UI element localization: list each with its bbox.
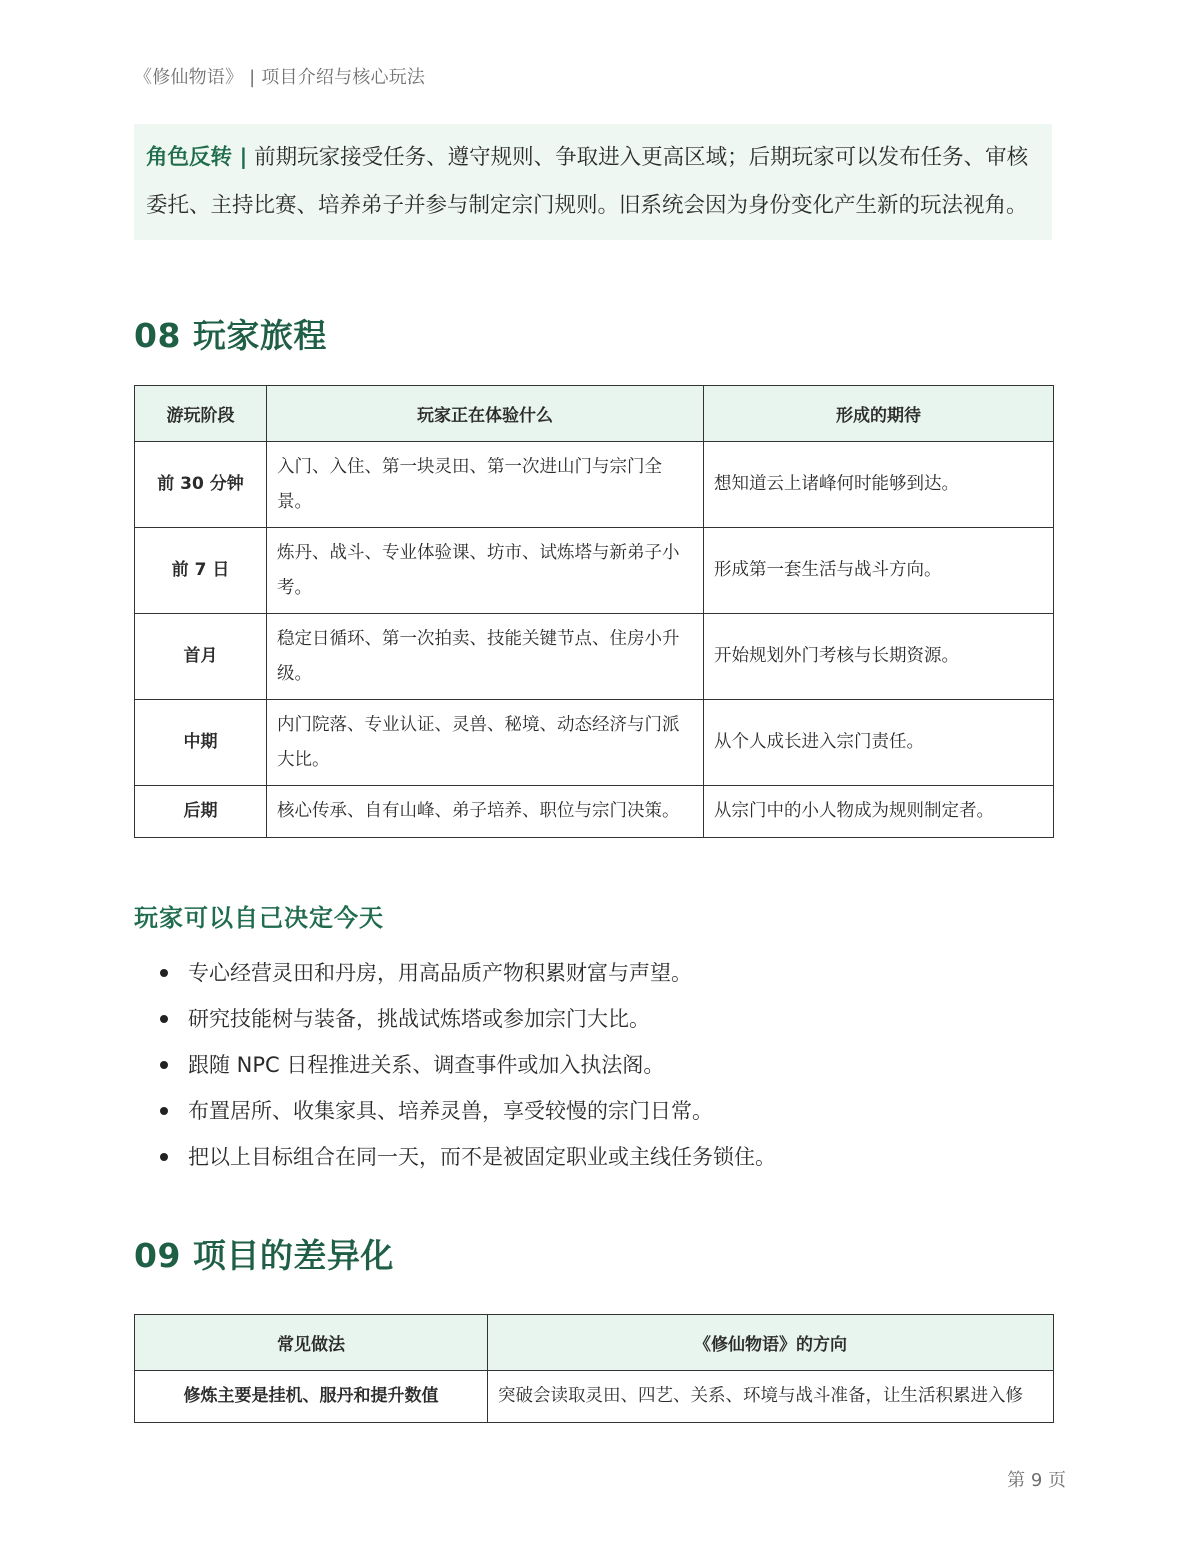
- table-header-row: [135, 386, 1054, 442]
- section-08-title: 08 玩家旅程: [134, 316, 327, 355]
- expectation-cell: 想知道云上诸峰何时能够到达。: [704, 442, 1054, 528]
- role-reversal-callout: [134, 124, 1052, 240]
- bullet-dot-icon: [160, 1015, 168, 1023]
- table-row: [135, 700, 1054, 786]
- list-item: [160, 950, 1040, 996]
- column-header: 常见做法: [135, 1315, 488, 1371]
- table-row: [135, 528, 1054, 614]
- list-item: [160, 1134, 1040, 1180]
- table-row: [135, 442, 1054, 528]
- table-row: [135, 786, 1054, 838]
- column-header: 玩家正在体验什么: [267, 386, 704, 442]
- list-item-text: 跟随 NPC 日程推进关系、调查事件或加入执法阁。: [188, 1053, 665, 1077]
- experience-cell: 炼丹、战斗、专业体验课、坊市、试炼塔与新弟子小考。: [267, 528, 704, 614]
- expectation-cell: 形成第一套生活与战斗方向。: [704, 528, 1054, 614]
- experience-cell: 稳定日循环、第一次拍卖、技能关键节点、住房小升级。: [267, 614, 704, 700]
- list-item: [160, 996, 1040, 1042]
- column-header: 形成的期待: [704, 386, 1054, 442]
- section-09-title: 09 项目的差异化: [134, 1236, 394, 1275]
- direction-cell: 突破会读取灵田、四艺、关系、环境与战斗准备，让生活积累进入修: [488, 1371, 1054, 1423]
- bullet-dot-icon: [160, 1153, 168, 1161]
- experience-cell: 核心传承、自有山峰、弟子培养、职位与宗门决策。: [267, 786, 704, 838]
- bullet-dot-icon: [160, 1107, 168, 1115]
- list-item-text: 把以上目标组合在同一天，而不是被固定职业或主线任务锁住。: [188, 1145, 776, 1169]
- stage-cell: 中期: [135, 700, 267, 786]
- differentiation-table: [134, 1314, 1054, 1423]
- column-header: 游玩阶段: [135, 386, 267, 442]
- experience-cell: 内门院落、专业认证、灵兽、秘境、动态经济与门派大比。: [267, 700, 704, 786]
- bullet-dot-icon: [160, 1061, 168, 1069]
- common-practice-cell: 修炼主要是挂机、服丹和提升数值: [135, 1371, 488, 1423]
- stage-cell: 前 7 日: [135, 528, 267, 614]
- callout-lead: 角色反转 |: [146, 145, 248, 170]
- bullet-dot-icon: [160, 969, 168, 977]
- running-header: 《修仙物语》 | 项目介绍与核心玩法: [134, 67, 426, 88]
- experience-cell: 入门、入住、第一块灵田、第一次进山门与宗门全景。: [267, 442, 704, 528]
- callout-text: 前期玩家接受任务、遵守规则、争取进入更高区域；后期玩家可以发布任务、审核委托、主持比赛、培养弟子并参与制定宗门规则。旧系统会因为身份变化产生新的玩法视角。: [146, 145, 1029, 218]
- list-item-text: 专心经营灵田和丹房，用高品质产物积累财富与声望。: [188, 961, 692, 985]
- choices-subheading: 玩家可以自己决定今天: [134, 904, 384, 932]
- expectation-cell: 开始规划外门考核与长期资源。: [704, 614, 1054, 700]
- choices-list: [160, 950, 1040, 1180]
- page-number: 第 9 页: [1007, 1470, 1066, 1491]
- table-header-row: [135, 1315, 1054, 1371]
- table-row: [135, 1371, 1054, 1423]
- table-row: [135, 614, 1054, 700]
- stage-cell: 首月: [135, 614, 267, 700]
- player-journey-table: [134, 385, 1054, 838]
- expectation-cell: 从宗门中的小人物成为规则制定者。: [704, 786, 1054, 838]
- list-item-text: 研究技能树与装备，挑战试炼塔或参加宗门大比。: [188, 1007, 650, 1031]
- list-item-text: 布置居所、收集家具、培养灵兽，享受较慢的宗门日常。: [188, 1099, 713, 1123]
- stage-cell: 前 30 分钟: [135, 442, 267, 528]
- list-item: [160, 1042, 1040, 1088]
- list-item: [160, 1088, 1040, 1134]
- expectation-cell: 从个人成长进入宗门责任。: [704, 700, 1054, 786]
- column-header: 《修仙物语》的方向: [488, 1315, 1054, 1371]
- stage-cell: 后期: [135, 786, 267, 838]
